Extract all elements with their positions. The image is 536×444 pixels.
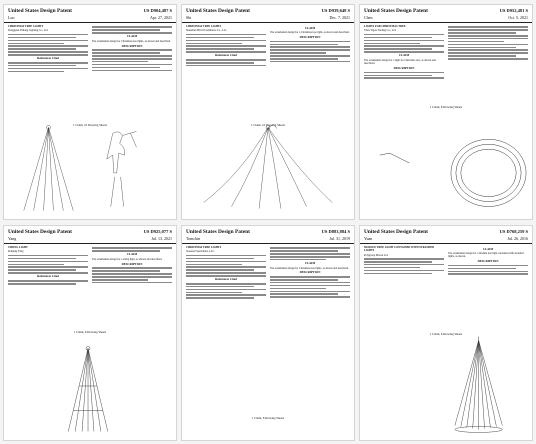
applicant: Seasonal Specialties, LLC [186,250,215,254]
description-label: DESCRIPTION [393,65,415,70]
inventor: Chen [364,15,373,20]
claim-label: CLAIM [398,53,410,58]
title: LIGHTS FOR CHRISTMAS TREE [364,25,406,28]
patent-number: US D939,648 S [321,8,350,13]
description-label: DESCRIPTION [477,259,499,264]
patent-header [360,5,532,23]
header-left: United States Design Patent [186,8,250,14]
patent-header [4,226,176,244]
applicant: Yiwu Yigou Trading Co., Ltd. [364,29,397,33]
patent-header [182,5,354,23]
title: CHRISTMAS TREE LIGHTS [8,25,44,28]
patent-date: Apr. 27, 2021 [150,15,172,20]
patent-date: Jul. 26, 2016 [507,236,528,241]
title: STRING LIGHT [8,246,28,249]
applicant: Polygroup Macau Ltd. [364,253,389,257]
patent-number: US D768,259 S [499,229,528,234]
title: MODULE TREE LIGHT CONTAINED WITH STRANDED LIGHTS [364,246,435,253]
patent-number: US D883,884 S [321,229,350,234]
string-light-drawing [4,336,176,436]
tree-lights-drawing [4,123,176,215]
claim-label: CLAIM [304,25,316,30]
patent-page-2 [181,4,355,220]
patent-page-1 [3,4,177,220]
refs-label: References Cited [37,274,59,279]
patent-number: US D952,481 S [499,8,528,13]
applicant: Dongguan Yuliang Lighting Co., Ltd. [8,29,49,33]
inventor: Shi [186,15,192,20]
patent-date: Jul. 13, 2021 [151,236,172,241]
patent-page-6 [359,225,533,441]
inventor: Luo [8,15,15,20]
header-left: United States Design Patent [8,229,72,235]
refs-label: References Cited [215,53,237,58]
patent-date: Oct. 5, 2021 [508,15,528,20]
description-label: DESCRIPTION [299,34,321,39]
claim-label: CLAIM [126,252,138,257]
claim-label: CLAIM [126,34,138,39]
light-ring-drawing [360,115,532,215]
patent-header [4,5,176,23]
inventor: Tomchin [186,236,201,241]
description-label: DESCRIPTION [121,261,143,266]
figure-caption: 1 Claim, 8 Drawing Sheets [251,416,285,420]
patent-date: Dec. 7, 2021 [329,15,350,20]
patent-date: Jul. 31, 2019 [329,236,350,241]
figure-caption: 1 Claim, 10 Drawing Sheets [251,123,285,127]
description-label: DESCRIPTION [121,43,143,48]
patent-page-5 [181,225,355,441]
claim-text: The ornamental design for a string light, as shown and described. [92,257,163,261]
header-left: United States Design Patent [186,229,250,235]
claim-text: The ornamental design for Christmas tree lights, as shown and described. [270,266,349,270]
claim-text: The ornamental design for a Christmas tree light, as shown and described. [270,31,350,35]
title: CHRISTMAS TREE LIGHTS [186,25,222,28]
figure-caption: 1 Claim, 10 Drawing Sheets [73,123,107,127]
figure-caption: 1 Claim, 8 Drawing Sheets [429,105,463,109]
module-tree-drawing [360,332,532,436]
title: CHRISTMAS TREE LIGHTS [186,246,222,249]
patent-header [182,226,354,244]
header-left: United States Design Patent [364,8,428,14]
patent-number: US D925,077 S [143,229,172,234]
claim-label: CLAIM [482,246,494,251]
header-left: United States Design Patent [364,229,428,235]
refs-label: References Cited [37,56,59,61]
tree-lights-drawing [182,123,354,215]
claim-label: CLAIM [304,260,316,265]
figure-caption: 1 Claim, 6 Drawing Sheets [429,332,463,336]
applicant: Peiqiang Fang [8,250,24,254]
description-label: DESCRIPTION [299,270,321,275]
patent-page-3 [359,4,533,220]
figure-caption: 1 Claim, 6 Drawing Sheets [73,330,107,334]
patent-header [360,226,532,244]
patent-number: US D904,487 S [143,8,172,13]
header-left: United States Design Patent [8,8,72,14]
applicant: Shenzhen Hirrz Ecommerce Co., Ltd. [186,29,227,33]
claim-text: The ornamental design for a module tree light contained with stranded lights, as shown. [448,252,524,259]
refs-label: References Cited [215,277,237,282]
inventor: Yang [8,236,17,241]
claim-text: The ornamental design for a light for Christmas tree, as shown and described. [364,59,436,66]
claim-text: The ornamental design for Christmas tree lights, as shown and described. [92,39,171,43]
inventor: Yuan [364,236,373,241]
patent-page-4 [3,225,177,441]
